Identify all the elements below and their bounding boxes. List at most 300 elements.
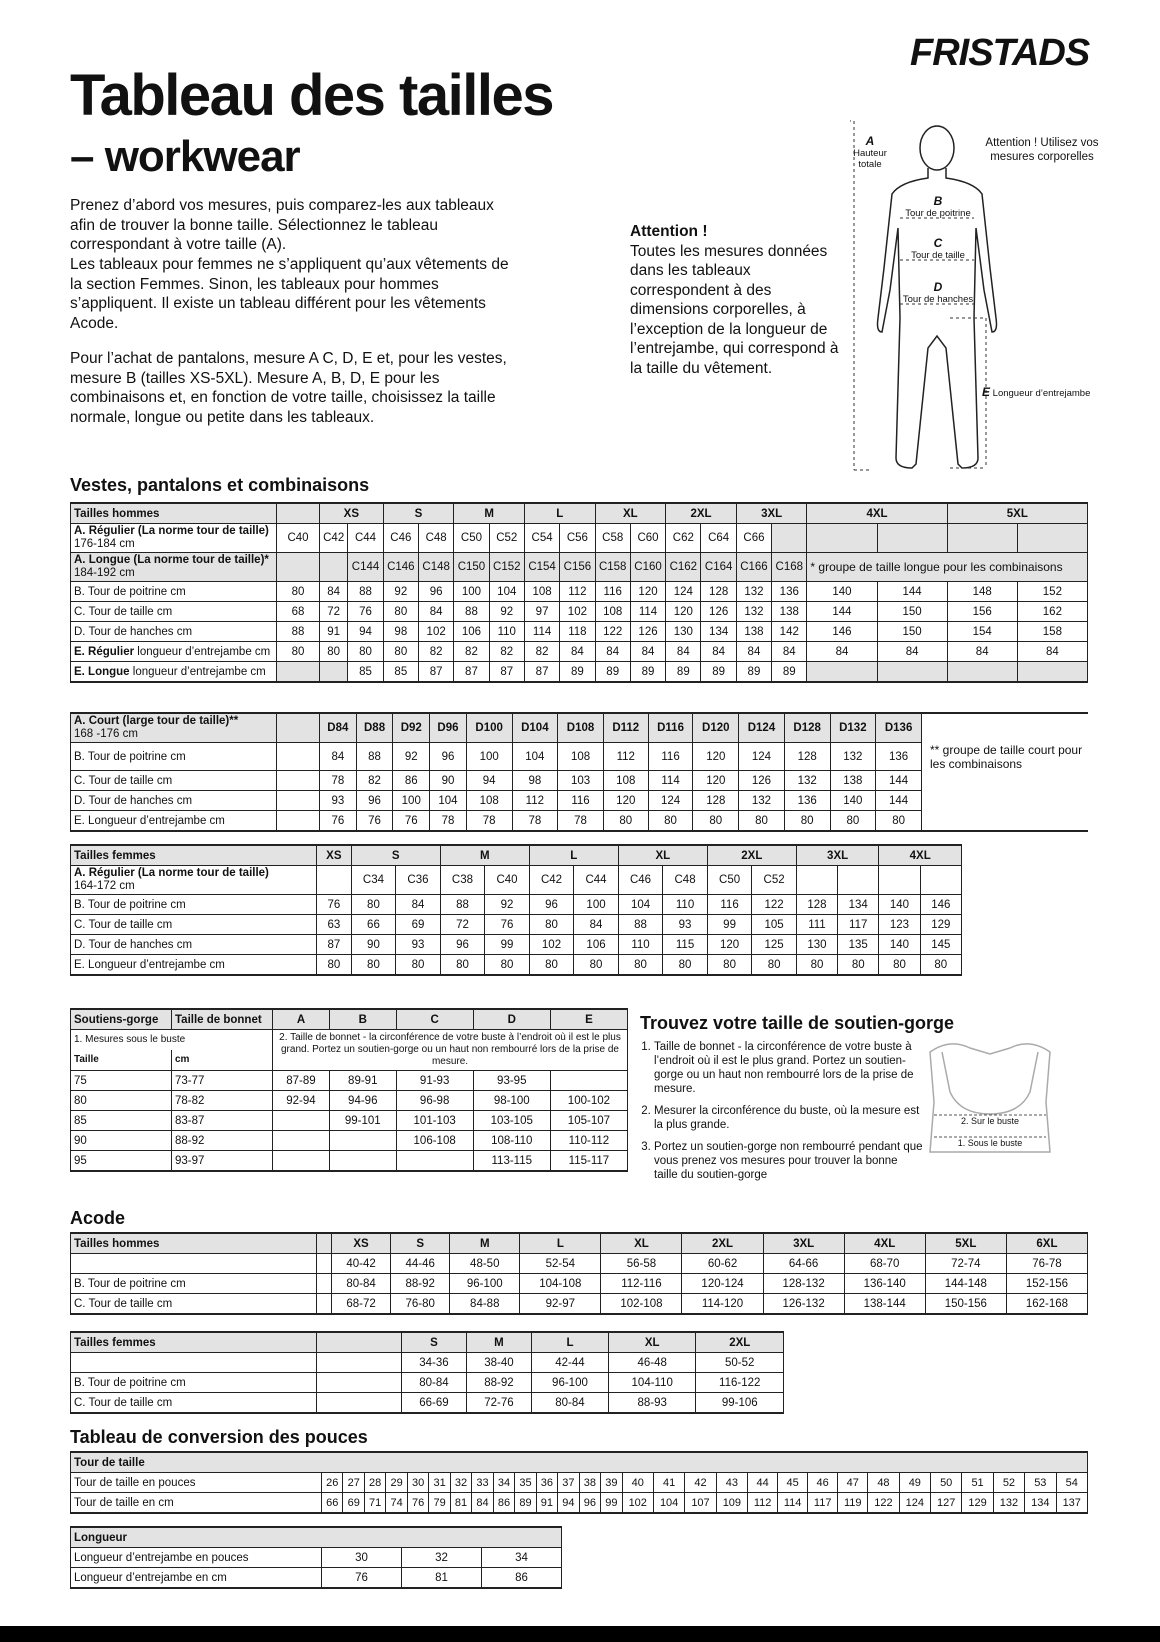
size-header: 2XL	[707, 845, 796, 866]
table-cell	[317, 1332, 402, 1353]
size-header: L	[531, 1332, 608, 1353]
table-cell: 100	[393, 791, 430, 811]
attention-text: Toutes les mesures données dans les tableaux correspondent à des dimensions corporelles, à l’exception de la longueur de l’entrejambe, qui correspond à la taille du vêtement.	[630, 242, 839, 377]
table-cell: 80	[739, 811, 785, 832]
table-cell: 96-98	[396, 1091, 473, 1111]
table-cell: 96	[430, 743, 467, 771]
table-cell: 76-78	[1006, 1254, 1087, 1274]
table-cell: 102	[529, 935, 574, 955]
table-row	[71, 935, 962, 955]
table-row	[71, 1393, 784, 1414]
table-row	[71, 1373, 784, 1393]
table-cell: D128	[784, 713, 830, 743]
table-cell: C42	[529, 866, 574, 895]
row-label: B. Tour de poitrine cm	[71, 1274, 317, 1294]
size-header: M	[466, 1332, 531, 1353]
table-cell: 42-44	[531, 1353, 608, 1373]
table-cell: 105-107	[550, 1111, 627, 1131]
table-cell: 102	[418, 622, 453, 642]
table-cell	[317, 1274, 332, 1294]
table-cell: 117	[808, 1493, 838, 1514]
table-cell: 80	[663, 955, 708, 976]
table-cell: C156	[560, 553, 595, 582]
table-cell: 120	[603, 791, 648, 811]
table-cell: 87	[418, 662, 453, 683]
size-header: L	[524, 503, 595, 524]
table-cell: C52	[489, 524, 524, 553]
row-label: Longueur d’entrejambe en pouces	[71, 1548, 322, 1568]
table-cell: 145	[920, 935, 961, 955]
row-label: D. Tour de hanches cm	[71, 935, 317, 955]
table-cell: 84	[418, 602, 453, 622]
table-cell: 144	[877, 582, 947, 602]
table-cell: 87	[317, 935, 352, 955]
table-cell: 130	[666, 622, 701, 642]
row-label	[71, 622, 277, 642]
row-label: B. Tour de poitrine cm	[71, 1373, 317, 1393]
table-cell: 87-89	[273, 1071, 330, 1091]
table-cell: C42	[320, 524, 348, 553]
table-cell: 100-102	[550, 1091, 627, 1111]
table-cell: 150-156	[925, 1294, 1006, 1315]
table-cell: 78	[320, 771, 357, 791]
table-cell: 71	[364, 1493, 385, 1514]
table-cell: 75	[71, 1071, 172, 1091]
table-cell: 63	[317, 915, 352, 935]
table-cell: 93-97	[172, 1151, 273, 1172]
label-sub: 168 -176 cm	[74, 728, 138, 740]
table-cell: 73-77	[172, 1071, 273, 1091]
table-cell: 110	[618, 935, 663, 955]
size-header: L	[520, 1233, 601, 1254]
table-cell: C162	[666, 553, 701, 582]
table-cell: 88-92	[466, 1373, 531, 1393]
size-header: 3XL	[796, 845, 879, 866]
table-cell: C166	[736, 553, 771, 582]
table-cell: 87	[489, 662, 524, 683]
row-label: Tour de taille en pouces	[71, 1473, 322, 1493]
table-cell: Tailles hommes	[71, 503, 277, 524]
table-cell: C50	[454, 524, 489, 553]
label-bold: A. Régulier (La norme tour de taille)	[74, 867, 269, 879]
table-cell: D116	[648, 713, 693, 743]
table-cell: 114	[630, 602, 665, 622]
table-cell: 95	[71, 1151, 172, 1172]
table-cell: C148	[418, 553, 453, 582]
row-label: C. Tour de taille cm	[71, 771, 277, 791]
table-cell	[796, 866, 837, 895]
attention-note	[630, 222, 840, 378]
section-title-main: Vestes, pantalons et combinaisons	[70, 475, 370, 495]
table-cell: 46	[808, 1473, 838, 1493]
table-cell: 54	[1056, 1473, 1088, 1493]
table-cell: 56-58	[601, 1254, 682, 1274]
table-cell: 132	[993, 1493, 1024, 1514]
table-cell: 72-76	[466, 1393, 531, 1414]
table-cell: 104	[512, 743, 558, 771]
size-header: 5XL	[947, 503, 1087, 524]
table-cell: 44	[748, 1473, 778, 1493]
table-cell	[1017, 524, 1087, 553]
table-cell: 84	[666, 642, 701, 662]
table-row	[71, 662, 1088, 683]
table-cell: Tour de taille	[71, 1452, 1088, 1473]
table-cell: 66	[351, 915, 396, 935]
table-cell: 68-72	[332, 1294, 391, 1315]
table-cell: 51	[962, 1473, 993, 1493]
table-cell	[807, 524, 877, 553]
table-cell: 68-70	[844, 1254, 925, 1274]
table-cell: 88	[277, 622, 320, 642]
table-cell: 72-74	[925, 1254, 1006, 1274]
size-header: 4XL	[879, 845, 962, 866]
table-cell: 80	[784, 811, 830, 832]
table-cell: C160	[630, 553, 665, 582]
table-cell: 69	[343, 1493, 364, 1514]
table-cell: 32	[450, 1473, 471, 1493]
table-cell: 136	[784, 791, 830, 811]
size-header: S	[402, 1332, 467, 1353]
table-row	[71, 1473, 1088, 1493]
table-cell: ** groupe de taille court pour les combinaisons	[930, 742, 1083, 771]
acode-women-table	[70, 1331, 784, 1414]
label-b: B Tour de poitrine	[905, 194, 971, 219]
table-cell: Taille	[71, 1050, 172, 1071]
table-cell: D88	[356, 713, 393, 743]
table-row	[71, 1332, 784, 1353]
table-cell: 84	[320, 582, 348, 602]
table-cell: C48	[663, 866, 708, 895]
table-cell: 89	[736, 662, 771, 683]
label-bold: A. Régulier (La norme tour de taille)	[74, 525, 269, 537]
cup-header: E	[550, 1009, 627, 1030]
size-header: M	[450, 1233, 520, 1254]
table-cell: C60	[630, 524, 665, 553]
table-row	[71, 743, 1089, 771]
table-cell: 80	[351, 895, 396, 915]
intro-paragraph: Prenez d’abord vos mesures, puis comparez-les aux tableaux afin de trouver la bonne taille. Sélectionnez le tableau correspondant à votre taille (A).	[70, 197, 494, 253]
table-cell: 80	[317, 955, 352, 976]
table-cell: 80	[277, 642, 320, 662]
table-cell: 162	[1017, 602, 1087, 622]
table-cell: C44	[574, 866, 619, 895]
table-cell: 84	[574, 915, 619, 935]
size-header: XL	[608, 1332, 696, 1353]
table-cell	[772, 524, 807, 553]
table-cell: 48	[868, 1473, 899, 1493]
table-cell: 125	[752, 935, 797, 955]
table-cell: 117	[838, 915, 879, 935]
table-cell: 44-46	[391, 1254, 450, 1274]
label-a: A Hauteur totale	[853, 134, 887, 170]
table-cell: 104-108	[520, 1274, 601, 1294]
table-cell: 80	[876, 811, 922, 832]
table-cell: 102-108	[601, 1294, 682, 1315]
table-cell: 132	[830, 743, 876, 771]
table-cell: 96	[529, 895, 574, 915]
table-cell: 144	[807, 602, 877, 622]
table-cell: C48	[418, 524, 453, 553]
table-cell: 50-52	[696, 1353, 784, 1373]
table-cell: 108	[558, 743, 604, 771]
label-bold: E. Longue	[74, 665, 130, 678]
table-cell: 84	[630, 642, 665, 662]
label-bold: A. Longue (La norme tour de taille)*	[74, 554, 269, 566]
table-cell: 134	[1025, 1493, 1056, 1514]
table-cell: 79	[429, 1493, 450, 1514]
table-cell: D84	[320, 713, 357, 743]
table-row	[71, 895, 962, 915]
table-cell: 74	[386, 1493, 407, 1514]
page-title: Tableau des tailles	[70, 63, 553, 128]
table-cell: 104	[430, 791, 467, 811]
table-cell: 110-112	[550, 1131, 627, 1151]
table-cell: 87	[454, 662, 489, 683]
table-cell: D132	[830, 713, 876, 743]
size-header: 5XL	[925, 1233, 1006, 1254]
table-cell: 89	[560, 662, 595, 683]
table-cell: 128	[701, 582, 736, 602]
men-size-table	[70, 502, 1088, 683]
table-row	[71, 642, 1088, 662]
length-conversion-table	[70, 1526, 562, 1589]
row-label: D. Tour de hanches cm	[71, 791, 277, 811]
table-cell: D112	[603, 713, 648, 743]
table-cell: 84	[560, 642, 595, 662]
size-header: XL	[595, 503, 666, 524]
table-cell: 89	[772, 662, 807, 683]
table-cell: D108	[558, 713, 604, 743]
table-cell: 142	[772, 622, 807, 642]
table-cell: 106-108	[396, 1131, 473, 1151]
table-cell: C168	[772, 553, 807, 582]
table-cell: 30	[407, 1473, 428, 1493]
table-cell: 134	[838, 895, 879, 915]
table-cell: 138-144	[844, 1294, 925, 1315]
table-cell: 80	[351, 955, 396, 976]
size-header: 2XL	[666, 503, 737, 524]
table-row	[71, 1274, 1088, 1294]
table-cell	[317, 1373, 402, 1393]
table-cell: 78	[466, 811, 512, 832]
table-cell: 26	[322, 1473, 343, 1493]
table-cell: 112-116	[601, 1274, 682, 1294]
table-cell: 135	[838, 935, 879, 955]
table-cell: 99-101	[329, 1111, 396, 1131]
section-title-conversion: Tableau de conversion des pouces	[70, 1427, 368, 1447]
table-cell: 90	[430, 771, 467, 791]
table-cell: 140	[879, 895, 920, 915]
bra-label-bust: 2. Sur le buste	[960, 1116, 1020, 1126]
table-row	[71, 503, 1088, 524]
table-cell: 89	[595, 662, 630, 683]
table-cell	[317, 1294, 332, 1315]
table-cell: 88-92	[172, 1131, 273, 1151]
table-cell: 104	[489, 582, 524, 602]
table-cell: 152-156	[1006, 1274, 1087, 1294]
table-cell	[807, 662, 877, 683]
table-cell: 158	[1017, 622, 1087, 642]
table-cell: 52	[993, 1473, 1024, 1493]
table-cell: 112	[512, 791, 558, 811]
row-label: C. Tour de taille cm	[71, 915, 317, 935]
table-cell: 80	[920, 955, 961, 976]
table-cell: C52	[752, 866, 797, 895]
row-label: E. Longueur d’entrejambe cm	[71, 811, 277, 832]
table-cell: 110	[489, 622, 524, 642]
table-cell: 2. Taille de bonnet - la circonférence de votre buste à l’endroit où il est le plus grand. Portez un soutien-gorge ou un haut non rembourré lors de la prise de mesure.	[273, 1030, 628, 1071]
cup-header: A	[273, 1009, 330, 1030]
table-cell: 115-117	[550, 1151, 627, 1172]
table-cell: 130	[796, 935, 837, 955]
label-text: longueur d’entrejambe cm	[134, 645, 271, 658]
table-cell: 93	[396, 935, 441, 955]
table-cell	[71, 1254, 317, 1274]
table-cell	[317, 1353, 402, 1373]
table-cell: 34	[482, 1548, 562, 1568]
label-bold: A. Court (large tour de taille)**	[74, 715, 239, 727]
table-cell: C150	[454, 553, 489, 582]
table-cell: 36	[536, 1473, 557, 1493]
table-cell	[277, 662, 320, 683]
row-label: E. Longueur d’entrejambe cm	[71, 955, 317, 976]
label-bold: E. Régulier	[74, 645, 135, 658]
table-cell: Longueur	[71, 1527, 562, 1548]
table-cell: 150	[877, 602, 947, 622]
table-cell: 80	[348, 642, 383, 662]
table-cell: C38	[440, 866, 485, 895]
table-cell: D136	[876, 713, 922, 743]
table-cell: C64	[701, 524, 736, 553]
table-cell: 82	[418, 642, 453, 662]
table-cell: 92-94	[273, 1091, 330, 1111]
table-cell: 40-42	[332, 1254, 391, 1274]
table-cell: 85	[71, 1111, 172, 1131]
table-cell: 34	[493, 1473, 514, 1493]
label-text: longueur d’entrejambe cm	[129, 665, 266, 678]
table-cell: 116	[707, 895, 752, 915]
table-cell: 78	[430, 811, 467, 832]
table-cell: 136-140	[844, 1274, 925, 1294]
table-cell: 84	[1017, 642, 1087, 662]
table-cell: 40	[622, 1473, 653, 1493]
table-cell: 132	[739, 791, 785, 811]
table-cell: 111	[796, 915, 837, 935]
table-cell	[329, 1131, 396, 1151]
table-cell: 136	[876, 743, 922, 771]
table-cell: 94	[348, 622, 383, 642]
table-cell: 64-66	[763, 1254, 844, 1274]
table-cell: 97	[524, 602, 559, 622]
table-row	[71, 1568, 562, 1589]
acode-men-table	[70, 1232, 1088, 1315]
table-row	[71, 553, 1088, 582]
row-label: B. Tour de poitrine cm	[71, 743, 277, 771]
bra-steps	[640, 1040, 924, 1190]
table-cell: 104-110	[608, 1373, 696, 1393]
table-cell: 123	[879, 915, 920, 935]
table-cell: 92	[485, 895, 530, 915]
table-cell: 100	[466, 743, 512, 771]
table-cell: 72	[440, 915, 485, 935]
table-cell: 88	[348, 582, 383, 602]
table-row	[71, 1091, 628, 1111]
table-cell: 84	[947, 642, 1017, 662]
table-cell	[396, 1151, 473, 1172]
cup-header: C	[396, 1009, 473, 1030]
table-cell: 78-82	[172, 1091, 273, 1111]
table-cell: 124	[666, 582, 701, 602]
figure-attention: Attention ! Utilisez vos mesures corporelles	[985, 137, 1099, 163]
table-cell: 99	[485, 935, 530, 955]
table-cell: 66	[322, 1493, 343, 1514]
table-cell: 80-84	[402, 1373, 467, 1393]
table-cell: 115	[663, 935, 708, 955]
table-cell: 120	[693, 771, 739, 791]
table-cell: 80	[648, 811, 693, 832]
table-row	[71, 1151, 628, 1172]
table-cell: 98	[383, 622, 418, 642]
table-cell: 88	[440, 895, 485, 915]
table-cell: 80	[879, 955, 920, 976]
table-cell: 132	[784, 771, 830, 791]
table-cell: 84	[472, 1493, 493, 1514]
table-cell: 124	[648, 791, 693, 811]
table-cell: C154	[524, 553, 559, 582]
table-cell: 30	[322, 1548, 402, 1568]
table-cell: C164	[701, 553, 736, 582]
table-cell: 80	[71, 1091, 172, 1111]
table-cell: 49	[899, 1473, 930, 1493]
row-label	[71, 553, 277, 582]
table-cell: 87	[524, 662, 559, 683]
label-sub: 164-172 cm	[74, 880, 135, 892]
table-cell: 72	[320, 602, 348, 622]
row-label	[71, 662, 277, 683]
table-cell: 96	[356, 791, 393, 811]
table-cell: 99	[707, 915, 752, 935]
row-label	[71, 524, 277, 553]
label-sub: 176-184 cm	[74, 538, 135, 550]
table-cell: C46	[383, 524, 418, 553]
row-label	[71, 582, 277, 602]
row-label: B. Tour de poitrine cm	[71, 895, 317, 915]
table-cell: cm	[172, 1050, 273, 1071]
bra-label-underbust: 1. Sous le buste	[957, 1138, 1023, 1148]
table-cell: 93	[320, 791, 357, 811]
table-cell: 162-168	[1006, 1294, 1087, 1315]
table-cell: 92	[383, 582, 418, 602]
table-cell: 94	[466, 771, 512, 791]
bra-figure	[920, 1032, 1060, 1162]
table-row	[71, 811, 1089, 832]
cup-header: B	[329, 1009, 396, 1030]
table-cell: 89	[666, 662, 701, 683]
table-cell: 80	[277, 582, 320, 602]
table-cell: 120	[630, 582, 665, 602]
table-cell: 80	[574, 955, 619, 976]
label-sub: 184-192 cm	[74, 567, 135, 579]
table-cell: 76	[485, 915, 530, 935]
table-cell: 129	[962, 1493, 993, 1514]
table-cell: 76	[348, 602, 383, 622]
table-cell: 101-103	[396, 1111, 473, 1131]
table-cell: 126	[630, 622, 665, 642]
table-row	[71, 845, 962, 866]
table-cell: 89-91	[329, 1071, 396, 1091]
table-cell: 80	[529, 915, 574, 935]
table-cell: 146	[807, 622, 877, 642]
